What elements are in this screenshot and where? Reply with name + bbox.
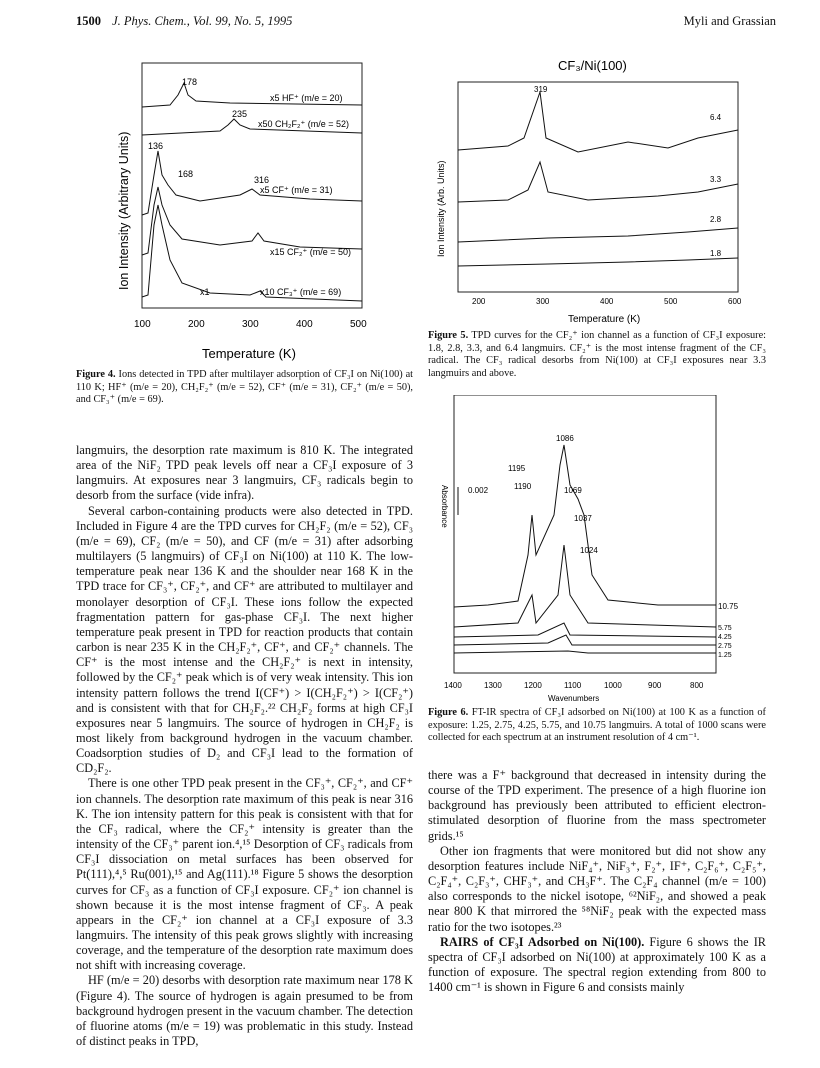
fig6-tick-1400: 1400 xyxy=(444,681,462,690)
fig6-exp-275: 2.75 xyxy=(718,643,732,650)
figure-4-caption xyxy=(76,369,413,407)
fig5-exp-64: 6.4 xyxy=(710,113,722,122)
journal-citation: J. Phys. Chem., Vol. 99, No. 5, 1995 xyxy=(112,14,293,28)
left-column xyxy=(76,443,413,1049)
fig5-exp-33: 3.3 xyxy=(710,175,722,184)
right-para-2: Other ion fragments that were monitored but did not show any desorption features include NiF₄⁺, NiF₃⁺, F₂⁺, IF⁺, C₂F₆⁺, C₂F₅⁺, C₂F₄⁺, C₂F₃⁺, CHF₃⁺, and CH₃F⁺. The C₂F₄ channel (m/e = 100) also corresponds to the nickel isotope, ⁶²NiF₂, and showed a peak near 800 K that mirrored the ⁵⁸NiF₂ peak with the expected mass ratio for the two isotopes.²³ xyxy=(428,843,766,934)
fig6-tick-1200: 1200 xyxy=(524,681,542,690)
fig5-tick-600: 600 xyxy=(728,297,742,306)
fig4-label-cf3: x10 CF₃⁺ (m/e = 69) xyxy=(260,287,342,297)
fig4-tick-300: 300 xyxy=(242,319,259,330)
fig6-tick-1100: 1100 xyxy=(564,681,582,690)
fig6-scale: 0.002 xyxy=(468,486,489,495)
fig5-xlabel: Temperature (K) xyxy=(568,314,641,325)
fig5-exp-18: 1.8 xyxy=(710,249,722,258)
figure-5-caption-text: TPD curves for the CF₂⁺ ion channel as a function of CF₃I exposure: 1.8, 2.8, 3.3, and 6.4 langmuirs. CF₂⁺ is the most intense fragment of the CF₃ radical. The CF₃ radical desorbs from Ni(100) at CF₃I exposures near 3.3 langmuirs and above. xyxy=(428,330,766,379)
fig6-trace-575 xyxy=(454,545,716,627)
figure-5-chart xyxy=(428,52,758,327)
fig5-title: CF₃/Ni(100) xyxy=(558,58,627,73)
fig6-peak-1086: 1086 xyxy=(556,434,574,443)
fig4-peak-136: 136 xyxy=(148,141,164,151)
left-para-2: Several carbon-containing products were also detected in TPD. Included in Figure 4 are the TPD curves for CH₂F₂ (m/e = 52), CF₃ (m/e = 69), CF₂ (m/e = 50), and CF (m/e = 31) after adsorbing multilayers (5 langmuirs) of CF₃I on Ni(100) at 110 K. The low-temperature peak near 136 K and the shoulder near 168 K in the TPD trace for CF₃⁺, CF₂⁺, and CF⁺ are attributed to multilayer and monolayer desorption of CF₃I. These ions follow the expected fragmentation pattern for gas-phase CF₃I. The next higher temperature peak present in TPD for reaction products that contain carbon is near 235 K in the CH₂F₂⁺, CF⁺, and CF₂⁺ channels. The CF⁺ is the most intense and the CH₂F₂⁺ is next in intensity, followed by the CF₂⁺ peak which is of very weak intensity. This ion intensity pattern follows the trend I(CF⁺) > I(CH₂F₂⁺) > I(CF₂⁺) and is consistent with that for CH₂F₂.²² CH₂F₂ forms at high CF₃I exposures near 5 langmuirs. The source of hydrogen in CH₂F₂ is most likely from background hydrogen in the vacuum chamber. Coadsorption studies of D₂ and CF₃I lead to the formation of CD₂F₂. xyxy=(76,503,413,776)
fig4-tick-100: 100 xyxy=(134,319,151,330)
fig6-peak-1195: 1195 xyxy=(508,464,526,473)
right-column xyxy=(428,768,766,995)
fig5-trace-28 xyxy=(458,228,738,242)
fig4-label-ch2f2: x50 CH₂F₂⁺ (m/e = 52) xyxy=(258,119,350,129)
figure-5-caption-label: Figure 5. xyxy=(428,330,469,341)
fig6-trace-425 xyxy=(454,623,716,637)
fig6-ylabel: Absorbance xyxy=(440,485,449,528)
fig5-tick-400: 400 xyxy=(600,297,614,306)
right-para-3-body: Figure 6 shows the IR spectra of CF₃I adsorbed on Ni(100) at approximately 100 K as a function of exposure. The spectral region extending from 800 to 1400 cm⁻¹ is shown in Figure 6 and consists mainly xyxy=(428,934,767,995)
fig4-tick-500: 500 xyxy=(350,319,367,330)
fig5-tick-200: 200 xyxy=(472,297,486,306)
figure-5-caption xyxy=(428,330,766,380)
fig4-label-cf: x5 CF⁺ (m/e = 31) xyxy=(260,185,333,195)
fig6-tick-900: 900 xyxy=(648,681,662,690)
section-heading-rairs: RAIRS of CF₃I Adsorbed on Ni(100). xyxy=(440,934,645,949)
fig5-tick-500: 500 xyxy=(664,297,678,306)
fig6-exp-425: 4.25 xyxy=(718,634,732,641)
fig6-tick-1300: 1300 xyxy=(484,681,502,690)
fig5-exp-28: 2.8 xyxy=(710,215,722,224)
figure-6-caption-label: Figure 6. xyxy=(428,707,469,718)
fig4-scale-x1: x1 xyxy=(200,287,210,297)
fig6-exp-125: 1.25 xyxy=(718,652,732,659)
figure-4-chart xyxy=(100,55,380,365)
fig6-tick-1000: 1000 xyxy=(604,681,622,690)
fig6-exp-1075: 10.75 xyxy=(718,602,739,611)
fig4-trace-cf xyxy=(142,151,362,215)
fig6-trace-1075 xyxy=(454,445,716,607)
fig6-trace-125 xyxy=(454,651,716,653)
fig5-trace-18 xyxy=(458,258,738,266)
fig4-peak-178: 178 xyxy=(182,77,198,87)
fig6-peak-1069: 1069 xyxy=(564,486,582,495)
fig4-ylabel: Ion Intensity (Arbitrary Units) xyxy=(117,131,131,290)
fig4-label-hf: x5 HF⁺ (m/e = 20) xyxy=(270,93,343,103)
fig5-trace-33 xyxy=(458,162,738,202)
fig4-peak-316: 316 xyxy=(254,175,270,185)
fig5-trace-64 xyxy=(458,92,738,152)
fig6-peak-1037: 1037 xyxy=(574,514,592,523)
fig5-ylabel: Ion Intensity (Arb. Units) xyxy=(436,160,446,257)
figure-6-caption xyxy=(428,707,766,745)
page-header-authors: Myli and Grassian xyxy=(683,14,776,28)
right-para-3 xyxy=(428,935,766,996)
fig6-xlabel: Wavenumbers xyxy=(548,694,600,703)
left-para-1: langmuirs, the desorption rate maximum is 810 K. The integrated area of the NiF₂ TPD peak levels off near a CF₃I exposure of 3 langmuirs. At exposures near 3 langmuirs, CF₃ radicals begin to desorb from the surface (vide infra). xyxy=(76,443,413,503)
fig4-label-cf2: x15 CF₂⁺ (m/e = 50) xyxy=(270,247,352,257)
figure-4-caption-label: Figure 4. xyxy=(76,369,116,380)
fig6-exp-575: 5.75 xyxy=(718,625,732,632)
fig5-peak-319: 319 xyxy=(534,85,548,94)
fig4-peak-168: 168 xyxy=(178,169,194,179)
fig6-peak-1190: 1190 xyxy=(514,482,532,491)
fig4-tick-200: 200 xyxy=(188,319,205,330)
fig6-peak-1024: 1024 xyxy=(580,546,598,555)
fig4-trace-cf2 xyxy=(142,187,362,255)
page-header-left xyxy=(76,14,292,29)
fig4-xlabel: Temperature (K) xyxy=(202,346,296,361)
figure-4-caption-text: Ions detected in TPD after multilayer adsorption of CF₃I on Ni(100) at 110 K; HF⁺ (m/e = 20), CH₂F₂⁺ (m/e = 52), CF⁺ (m/e = 31), CF₂⁺ (m/e = 50), and CF₃⁺ (m/e = 69). xyxy=(76,369,414,406)
fig4-tick-400: 400 xyxy=(296,319,313,330)
left-para-3: There is one other TPD peak present in the CF₃⁺, CF₂⁺, and CF⁺ ion channels. The desorption rate maximum of this peak is near 316 K. The ion intensity pattern for this peak is consistent with that for the CF₃ radical, where the CF₂⁺ intensity is greater than the intensity of the CF₃⁺ parent ion.⁴,¹⁵ Desorption of CF₃ radicals from CF₃I dissociation on metal surfaces has been observed for Pt(111),⁴,⁵ Ru(001),¹⁵ and Ag(111).¹⁸ Figure 5 shows the desorption curves for CF₃ as a function of CF₃I exposure. CF₂⁺ ion channel is shown because it is the most intense fragment of CF₃. A peak appears in the CF₂⁺ ion channel at a CF₃I exposure of 3.3 langmuirs. The intensity of this peak grows slightly with increasing coverage, and the temperature of the desorption rate maximum does not shift with increasing coverage. xyxy=(76,776,413,973)
figure-6-caption-text: FT-IR spectra of CF₃I adsorbed on Ni(100) at 100 K as a function of exposure: 1.25, 2.75, 4.25, 5.75, and 10.75 langmuirs. A total of 1000 scans were collected for each spectrum at an instrument resolution of 4 cm⁻¹. xyxy=(428,707,766,744)
left-para-4: HF (m/e = 20) desorbs with desorption rate maximum near 178 K (Figure 4). The source of hydrogen is again presumed to be from background hydrogen present in the vacuum chamber. The detection of fluorine atoms (m/e = 19) was problematic in this study. Instead of distinct peaks in TPD, xyxy=(76,973,413,1049)
fig6-tick-800: 800 xyxy=(690,681,704,690)
page-number: 1500 xyxy=(76,14,101,28)
fig5-tick-300: 300 xyxy=(536,297,550,306)
right-para-1: there was a F⁺ background that decreased in intensity during the course of the TPD experiment. The presence of a high fluorine ion background has previously been attributed to efficient electron-stimulated desorption of fluorine from the mass spectrometer grids.¹⁵ xyxy=(428,768,766,843)
fig4-peak-235: 235 xyxy=(232,109,248,119)
